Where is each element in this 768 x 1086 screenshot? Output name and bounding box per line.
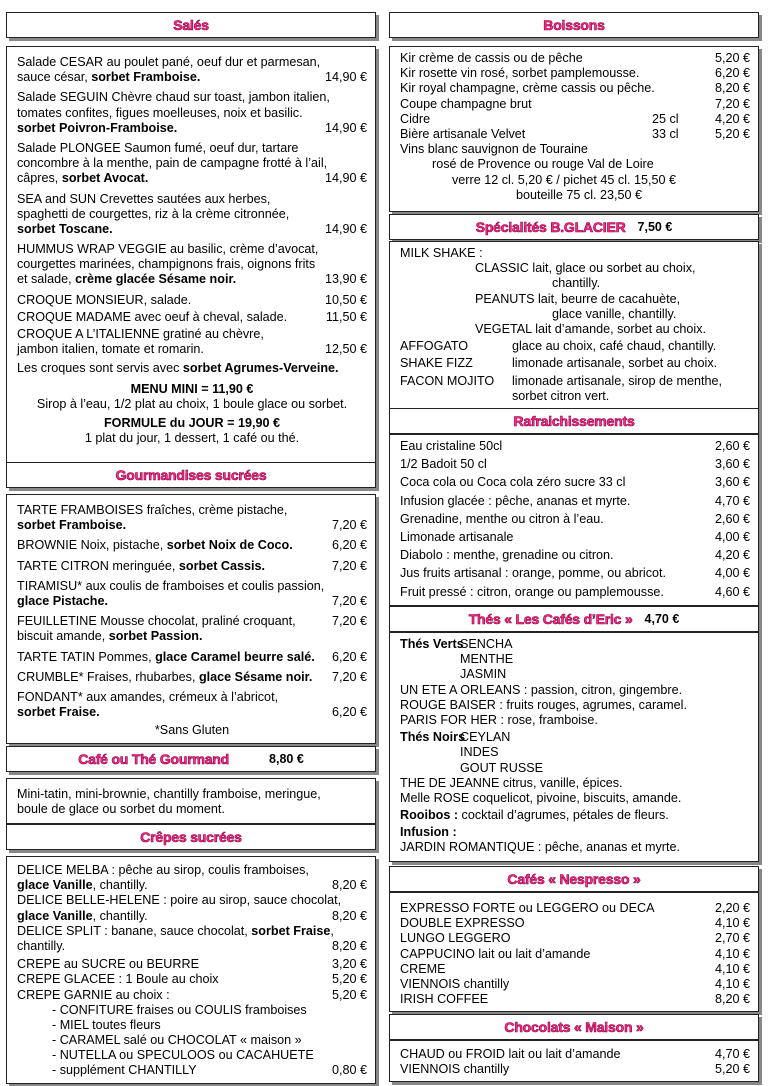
section-title: Chocolats « Maison » bbox=[504, 1019, 644, 1035]
item-sorbet: sorbet Fraise bbox=[251, 923, 331, 938]
item-text: BROWNIE Noix, pistache, bbox=[17, 538, 167, 553]
item-price: 8,20 € bbox=[714, 992, 750, 1007]
item-text: DELICE SPLIT : banane, sauce chocolat, bbox=[17, 923, 252, 938]
item-price: 13,90 € bbox=[324, 272, 367, 287]
menu-mini-desc: Sirop à l’eau, 1/2 plat au choix, 1 boule glace ou sorbet. bbox=[36, 396, 348, 411]
chocolats-box bbox=[389, 1040, 759, 1082]
item-text: Kir royal champagne, crème cassis ou pêche. bbox=[400, 81, 655, 96]
crepes-list bbox=[17, 863, 367, 1079]
item-text: , chantilly. bbox=[92, 908, 148, 923]
option-item: - CONFITURE fraises ou COULIS framboises bbox=[52, 1002, 307, 1017]
item-text: JASMIN bbox=[460, 667, 507, 682]
item-price: 4,20 € bbox=[714, 111, 750, 126]
note-text: Les croques sont servis avec bbox=[17, 361, 183, 376]
item-text: concombre à la menthe, pain de campagne frotté à l’ail, bbox=[17, 156, 328, 171]
cafes-header bbox=[389, 866, 759, 892]
cafes-box bbox=[389, 892, 759, 1012]
item-price: 14,90 € bbox=[324, 221, 367, 236]
item-text: DOUBLE EXPRESSO bbox=[400, 916, 525, 931]
item-price: 5,20 € bbox=[714, 1062, 750, 1077]
item-text: LUNGO LEGGERO bbox=[400, 931, 511, 946]
item-price: 7,20 € bbox=[331, 518, 367, 533]
item-price: 4,10 € bbox=[714, 976, 750, 991]
item-price: 2,70 € bbox=[714, 931, 750, 946]
item-text: CAPPUCINO lait ou lait d’amande bbox=[400, 946, 591, 961]
section-title: Spécialités B.GLACIER bbox=[475, 219, 626, 235]
item-text: spaghetti de courgettes, riz à la crème citronnée, bbox=[17, 206, 290, 221]
item-text: CROQUE MADAME avec oeuf à cheval, salade. bbox=[17, 309, 288, 324]
item-text: lait, glace ou sorbet au choix, bbox=[528, 261, 696, 276]
item-name: PEANUTS bbox=[475, 291, 535, 306]
rafraich-list bbox=[400, 439, 750, 600]
section-title: Cafés « Nespresso » bbox=[507, 871, 641, 887]
item-sorbet: glace Sésame noir. bbox=[198, 669, 313, 684]
item-text: sauce césar, bbox=[17, 70, 92, 85]
item-text: Kir crème de cassis ou de pêche bbox=[400, 51, 583, 65]
item-text: DELICE BELLE-HELENE : poire au sirop, sauce chocolat, bbox=[17, 893, 342, 908]
item-price: 4,00 € bbox=[714, 529, 750, 544]
item-price: 14,90 € bbox=[324, 171, 367, 186]
item-text: Infusion glacée : pêche, ananas et myrte. bbox=[400, 493, 631, 508]
item-text: TARTE TATIN Pommes, bbox=[17, 649, 156, 664]
item-price: 6,20 € bbox=[331, 705, 367, 720]
note-sorbet: sorbet Agrumes-Verveine. bbox=[182, 361, 339, 376]
item-sorbet: sorbet Toscane. bbox=[17, 221, 113, 236]
item-price: 7,20 € bbox=[331, 669, 367, 684]
item-sorbet: glace Pistache. bbox=[17, 593, 109, 608]
item-text: CREPE au SUCRE ou BEURRE bbox=[17, 957, 199, 972]
thes-box bbox=[389, 632, 759, 862]
item-text: , chantilly. bbox=[92, 878, 148, 893]
item-sorbet: sorbet Noix de Coco. bbox=[166, 538, 293, 553]
item-text: Salade SEGUIN Chèvre chaud sur toast, jambon italien, bbox=[17, 90, 330, 105]
item-text: CREPE GARNIE au choix : bbox=[17, 987, 170, 1002]
item-price: 4,70 € bbox=[714, 493, 750, 508]
item-text: lait d’amande, sorbet au choix. bbox=[531, 321, 707, 336]
option-item: - supplément CHANTILLY bbox=[52, 1063, 197, 1078]
crepes-header bbox=[6, 824, 376, 850]
item-text: Melle ROSE coquelicot, pivoine, biscuits, amande. bbox=[400, 790, 682, 805]
item-text: Salade PLONGEE Saumon fumé, oeuf dur, tartare bbox=[17, 140, 299, 155]
item-price: 8,20 € bbox=[331, 908, 367, 923]
chocolats-list bbox=[400, 1047, 750, 1077]
item-text: Kir rosette vin rosé, sorbet pamplemousse. bbox=[400, 66, 640, 81]
item-text: biscuit amande, bbox=[17, 629, 109, 644]
item-text: GOUT RUSSE bbox=[460, 760, 544, 775]
item-text: tomates confites, figues moelleuses, noix et basilic. bbox=[17, 105, 303, 120]
cafe-gourmand-header bbox=[6, 746, 376, 772]
option-item: - CARAMEL salé ou CHOCOLAT « maison » bbox=[52, 1033, 302, 1048]
item-text: TARTE FRAMBOISES fraîches, crème pistache, bbox=[17, 503, 288, 517]
item-price: 7,20 € bbox=[331, 558, 367, 573]
sales-header bbox=[6, 12, 376, 38]
subheading: Rooibos : bbox=[400, 808, 459, 823]
item-sorbet: sorbet Cassis. bbox=[178, 558, 266, 573]
gourmandises-box bbox=[6, 494, 376, 744]
item-sorbet: crème glacée Sésame noir. bbox=[75, 272, 237, 287]
item-price: 3,20 € bbox=[331, 957, 367, 972]
item-name: FACON MOJITO bbox=[400, 373, 495, 388]
item-volume: 33 cl bbox=[652, 126, 679, 141]
item-text: Mini-tatin, mini-brownie, chantilly framboise, meringue, bbox=[17, 787, 321, 801]
item-text: Limonade artisanale bbox=[400, 529, 514, 544]
item-text: HUMMUS WRAP VEGGIE au basilic, crème d’avocat, bbox=[17, 242, 319, 257]
item-text: CROQUE MONSIEUR, salade. bbox=[17, 292, 192, 307]
item-text: CHAUD ou FROID lait ou lait d’amande bbox=[400, 1047, 621, 1061]
section-price: 7,50 € bbox=[637, 220, 673, 234]
item-text: CEYLAN bbox=[460, 730, 511, 745]
item-price: 2,20 € bbox=[714, 901, 750, 915]
item-text: rosé de Provence ou rouge Val de Loire bbox=[432, 157, 654, 172]
item-price: 3,60 € bbox=[714, 457, 750, 472]
item-price: 12,50 € bbox=[324, 342, 367, 357]
item-text: jambon italien, tomate et romarin. bbox=[17, 342, 204, 357]
item-price: 4,10 € bbox=[714, 946, 750, 961]
item-price: 2,60 € bbox=[714, 511, 750, 526]
subheading: Infusion : bbox=[400, 825, 457, 840]
item-price: 10,50 € bbox=[324, 292, 367, 307]
item-text: VIENNOIS chantilly bbox=[400, 976, 510, 991]
item-price: 6,20 € bbox=[331, 649, 367, 664]
item-price: 0,80 € bbox=[331, 1063, 367, 1078]
sales-box bbox=[6, 46, 376, 464]
item-text: FEUILLETINE Mousse chocolat, praliné croquant, bbox=[17, 614, 296, 629]
item-price: 6,20 € bbox=[714, 66, 750, 81]
item-name: VEGETAL bbox=[475, 321, 532, 336]
item-text: JARDIN ROMANTIQUE : pêche, ananas et myrte. bbox=[400, 840, 680, 855]
item-price: 11,50 € bbox=[325, 309, 367, 324]
item-price: 14,90 € bbox=[324, 120, 367, 135]
option-item: - MIEL toutes fleurs bbox=[52, 1017, 161, 1032]
section-title: Crêpes sucrées bbox=[140, 829, 242, 845]
section-price: 8,80 € bbox=[269, 752, 304, 766]
item-text: SEA and SUN Crevettes sautées aux herbes, bbox=[17, 191, 271, 206]
chocolats-header bbox=[389, 1014, 759, 1040]
item-price: 8,20 € bbox=[714, 81, 750, 96]
cafe-gourmand-text bbox=[17, 787, 367, 817]
item-text: Cidre bbox=[400, 111, 431, 126]
item-price: 4,20 € bbox=[714, 548, 750, 563]
thes-list bbox=[400, 637, 750, 856]
item-text: CROQUE A L’ITALIENNE gratiné au chèvre, bbox=[17, 327, 264, 341]
boissons-list bbox=[400, 51, 750, 203]
item-price: 6,20 € bbox=[331, 538, 367, 553]
item-text: chantilly. bbox=[17, 938, 66, 953]
item-text: verre 12 cl. 5,20 € / pichet 45 cl. 15,50 € bbox=[452, 172, 677, 187]
menu-mini: MENU MINI = 11,90 € bbox=[130, 381, 254, 396]
item-text: CREME bbox=[400, 961, 446, 976]
item-text: Jus fruits artisanal : orange, pomme, ou abricot. bbox=[400, 566, 666, 581]
formule-desc: 1 plat du jour, 1 dessert, 1 café ou thé. bbox=[84, 431, 300, 446]
section-title: Gourmandises sucrées bbox=[115, 467, 267, 483]
item-price: 8,20 € bbox=[331, 938, 367, 953]
item-text: CRUMBLE* Fraises, rhubarbes, bbox=[17, 669, 199, 684]
item-text: THE DE JEANNE citrus, vanille, épices. bbox=[400, 775, 623, 790]
item-text: Fruit pressé : citron, orange ou pamplemousse. bbox=[400, 584, 664, 599]
item-text: MILK SHAKE : bbox=[400, 246, 483, 260]
item-text: chantilly. bbox=[552, 276, 601, 291]
item-text: Diabolo : menthe, grenadine ou citron. bbox=[400, 548, 614, 563]
item-sorbet: sorbet Poivron-Framboise. bbox=[17, 120, 178, 135]
subheading: Thés Verts bbox=[400, 637, 464, 651]
item-text: courgettes marinées, champignons frais, oignons frits bbox=[17, 257, 316, 272]
item-price: 14,90 € bbox=[324, 70, 367, 85]
item-text: EXPRESSO FORTE ou LEGGERO ou DECA bbox=[400, 901, 655, 915]
cafes-list bbox=[400, 901, 750, 1007]
subheading: Thés Noirs bbox=[400, 730, 466, 745]
item-price: 7,20 € bbox=[331, 614, 367, 629]
item-text: cocktail d’agrumes, pétales de fleurs. bbox=[458, 808, 669, 823]
item-text: SENCHA bbox=[460, 637, 513, 651]
rafraich-header bbox=[389, 408, 759, 434]
item-price: 2,60 € bbox=[714, 439, 750, 453]
gourmandises-list bbox=[17, 503, 367, 738]
item-text: INDES bbox=[460, 745, 499, 760]
item-text: Grenadine, menthe ou citron à l’eau. bbox=[400, 511, 604, 526]
item-sorbet: sorbet Framboise. bbox=[91, 70, 201, 85]
item-sorbet: sorbet Passion. bbox=[108, 629, 203, 644]
sans-gluten-note: *Sans Gluten bbox=[154, 723, 230, 738]
item-text: glace au choix, café chaud, chantilly. bbox=[512, 339, 717, 354]
glacier-header bbox=[389, 214, 759, 240]
item-price: 4,60 € bbox=[714, 584, 750, 599]
item-text: ROUGE BAISER : fruits rouges, agrumes, caramel. bbox=[400, 697, 687, 712]
crepes-box bbox=[6, 856, 376, 1084]
item-price: 5,20 € bbox=[714, 126, 750, 141]
item-text: sorbet citron vert. bbox=[512, 388, 610, 403]
item-text: Eau cristaline 50cl bbox=[400, 439, 503, 453]
item-text: Coca cola ou Coca cola zéro sucre 33 cl bbox=[400, 475, 626, 490]
section-title: Café ou Thé Gourmand bbox=[78, 751, 230, 767]
rafraich-box bbox=[389, 434, 759, 606]
item-text: MENTHE bbox=[460, 652, 514, 667]
item-text: TIRAMISU* aux coulis de framboises et coulis passion, bbox=[17, 578, 325, 593]
item-text: Bière artisanale Velvet bbox=[400, 126, 526, 141]
item-sorbet: sorbet Framboise. bbox=[17, 518, 127, 533]
item-text: VIENNOIS chantilly bbox=[400, 1062, 510, 1077]
item-price: 5,20 € bbox=[331, 972, 367, 987]
sales-list bbox=[17, 55, 367, 446]
boissons-header bbox=[389, 12, 759, 38]
item-text: limonade artisanale, sorbet au choix. bbox=[512, 356, 718, 371]
item-sorbet: glace Caramel beurre salé. bbox=[155, 649, 315, 664]
item-price: 7,20 € bbox=[331, 593, 367, 608]
item-text: Coupe champagne brut bbox=[400, 96, 532, 111]
section-title: Thés « Les Cafés d’Eric » bbox=[468, 611, 633, 627]
item-text: boule de glace ou sorbet du moment. bbox=[17, 802, 225, 817]
item-text: UN ETE A ORLEANS : passion, citron, gingembre. bbox=[400, 682, 683, 697]
section-title: Boissons bbox=[543, 17, 605, 33]
item-text: limonade artisanale, sirop de menthe, bbox=[512, 373, 723, 388]
item-price: 8,20 € bbox=[331, 878, 367, 893]
item-price: 4,70 € bbox=[714, 1047, 750, 1061]
option-item: - NUTELLA ou SPECULOOS ou CACAHUETE bbox=[52, 1048, 314, 1063]
item-text: 1/2 Badoit 50 cl bbox=[400, 457, 487, 472]
item-text: CREPE GLACEE : 1 Boule au choix bbox=[17, 972, 219, 987]
thes-header bbox=[389, 606, 759, 632]
item-text: et salade, bbox=[17, 272, 76, 287]
item-text: DELICE MELBA : pêche au sirop, coulis framboises, bbox=[17, 863, 309, 877]
item-glace: glace Vanille bbox=[17, 908, 93, 923]
item-text: câpres, bbox=[17, 171, 62, 186]
item-text: IRISH COFFEE bbox=[400, 992, 489, 1007]
item-name: SHAKE FIZZ bbox=[400, 356, 473, 371]
glacier-box bbox=[389, 241, 759, 409]
item-text: TARTE CITRON meringuée, bbox=[17, 558, 179, 573]
item-glace: glace Vanille bbox=[17, 878, 93, 893]
formule-du-jour: FORMULE du JOUR = 19,90 € bbox=[103, 415, 280, 430]
item-text: bouteille 75 cl. 23,50 € bbox=[516, 187, 643, 202]
section-price: 4,70 € bbox=[644, 612, 680, 626]
section-title: Salés bbox=[173, 17, 209, 33]
item-name: AFFOGATO bbox=[400, 339, 469, 354]
item-price: 4,10 € bbox=[714, 961, 750, 976]
section-title: Rafraichissements bbox=[513, 413, 635, 429]
item-text: Salade CESAR au poulet pané, oeuf dur et parmesan, bbox=[17, 55, 321, 69]
item-text: glace vanille, chantilly. bbox=[552, 306, 677, 321]
item-price: 5,20 € bbox=[714, 51, 750, 65]
item-volume: 25 cl bbox=[652, 111, 679, 126]
item-text: , bbox=[330, 923, 334, 938]
glacier-list bbox=[400, 246, 750, 404]
gourmandises-header bbox=[6, 462, 376, 488]
item-price: 4,10 € bbox=[714, 916, 750, 931]
item-price: 3,60 € bbox=[714, 475, 750, 490]
boissons-box bbox=[389, 46, 759, 212]
item-name: CLASSIC bbox=[475, 261, 529, 276]
item-sorbet: sorbet Fraise. bbox=[17, 705, 100, 720]
cafe-gourmand-box bbox=[6, 778, 376, 824]
item-price: 4,00 € bbox=[714, 566, 750, 581]
item-text: PARIS FOR HER : rose, framboise. bbox=[400, 712, 598, 727]
item-sorbet: sorbet Avocat. bbox=[61, 171, 149, 186]
item-price: 5,20 € bbox=[331, 987, 367, 1002]
item-text: lait, beurre de cacahuète, bbox=[534, 291, 681, 306]
item-text: Vins blanc sauvignon de Touraine bbox=[400, 142, 588, 157]
item-text: FONDANT* aux amandes, crémeux à l’abricot, bbox=[17, 689, 279, 704]
item-price: 7,20 € bbox=[714, 96, 750, 111]
